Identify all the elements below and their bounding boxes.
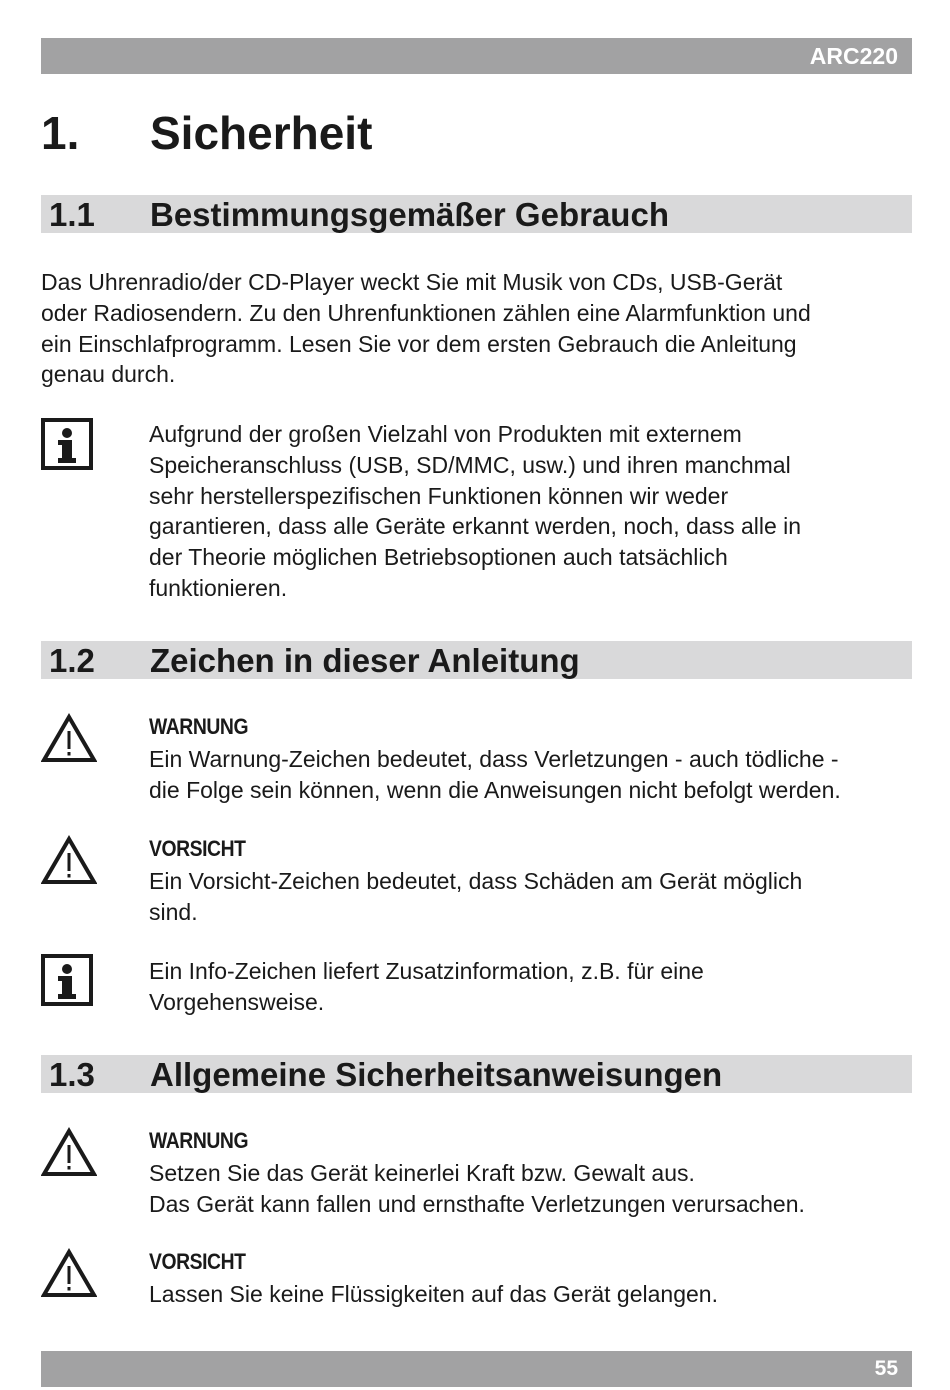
text-line: Speicheranschluss (USB, SD/MMC, usw.) und ihren manchmal [149, 451, 791, 478]
general-warning-text [149, 1158, 805, 1220]
section-number: 1.3 [49, 1056, 95, 1093]
info-icon [41, 954, 93, 1006]
text-line: Ein Warnung-Zeichen bedeutet, dass Verletzungen - auch tödliche - [149, 746, 839, 772]
text-line: ein Einschlafprogramm. Lesen Sie vor dem ersten Gebrauch die Anleitung [41, 330, 797, 357]
text-line: funktionieren. [149, 574, 288, 601]
text-line: garantieren, dass alle Geräte erkannt werden, noch, dass alle in [149, 513, 802, 540]
text-line: Aufgrund der großen Vielzahl von Produkten mit externem [149, 421, 742, 447]
caution-label: VORSICHT [149, 836, 246, 861]
warning-triangle-icon [41, 1127, 97, 1177]
page-number: 55 [874, 1357, 898, 1380]
warning-label: WARNUNG [149, 1128, 249, 1153]
section-heading-1-2 [41, 641, 912, 679]
warning-triangle-icon [41, 713, 97, 763]
text-line: Das Uhrenradio/der CD-Player weckt Sie mit Musik von CDs, USB-Gerät [41, 269, 783, 295]
section-title: Allgemeine Sicherheitsanweisungen [150, 1056, 723, 1093]
section-heading-1-1 [41, 195, 912, 233]
text-line: die Folge sein können, wenn die Anweisungen nicht befolgt werden. [149, 776, 841, 803]
caution-sign-description [149, 866, 802, 928]
chapter-number: 1. [41, 107, 80, 159]
text-line: sind. [149, 898, 198, 925]
section-number: 1.1 [49, 196, 95, 233]
section-title: Bestimmungsgemäßer Gebrauch [150, 196, 669, 233]
text-line: der Theorie möglichen Betriebsoptionen auch tatsächlich [149, 544, 728, 571]
text-line: Ein Vorsicht-Zeichen bedeutet, dass Schäden am Gerät möglich [149, 868, 803, 894]
text-line: genau durch. [41, 361, 176, 388]
caution-label: VORSICHT [149, 1249, 246, 1274]
intro-paragraph [41, 267, 811, 390]
chapter-title: Sicherheit [150, 107, 373, 159]
caution-triangle-icon [41, 835, 97, 885]
text-line: Setzen Sie das Gerät keinerlei Kraft bzw. Gewalt aus. [149, 1160, 695, 1186]
text-line: Lassen Sie keine Flüssigkeiten auf das Gerät gelangen. [149, 1281, 718, 1307]
warning-sign-description [149, 744, 841, 806]
text-line: sehr herstellerspezifischen Funktionen können wir weder [149, 482, 729, 509]
caution-triangle-icon [41, 1248, 97, 1298]
section-number: 1.2 [49, 642, 95, 679]
header-bar [41, 38, 912, 74]
info-note-paragraph [149, 419, 801, 604]
footer-bar [41, 1351, 912, 1387]
text-line: Das Gerät kann fallen und ernsthafte Verletzungen verursachen. [149, 1190, 805, 1217]
text-line: oder Radiosendern. Zu den Uhrenfunktionen zählen eine Alarmfunktion und [41, 299, 811, 326]
section-title: Zeichen in dieser Anleitung [150, 642, 580, 679]
model-name: ARC220 [809, 43, 898, 69]
info-icon [41, 418, 93, 470]
warning-label: WARNUNG [149, 714, 249, 739]
info-sign-description [149, 956, 704, 1018]
text-line: Vorgehensweise. [149, 988, 325, 1015]
general-caution-text [149, 1279, 718, 1310]
section-heading-1-3 [41, 1055, 912, 1093]
text-line: Ein Info-Zeichen liefert Zusatzinformation, z.B. für eine [149, 958, 704, 984]
